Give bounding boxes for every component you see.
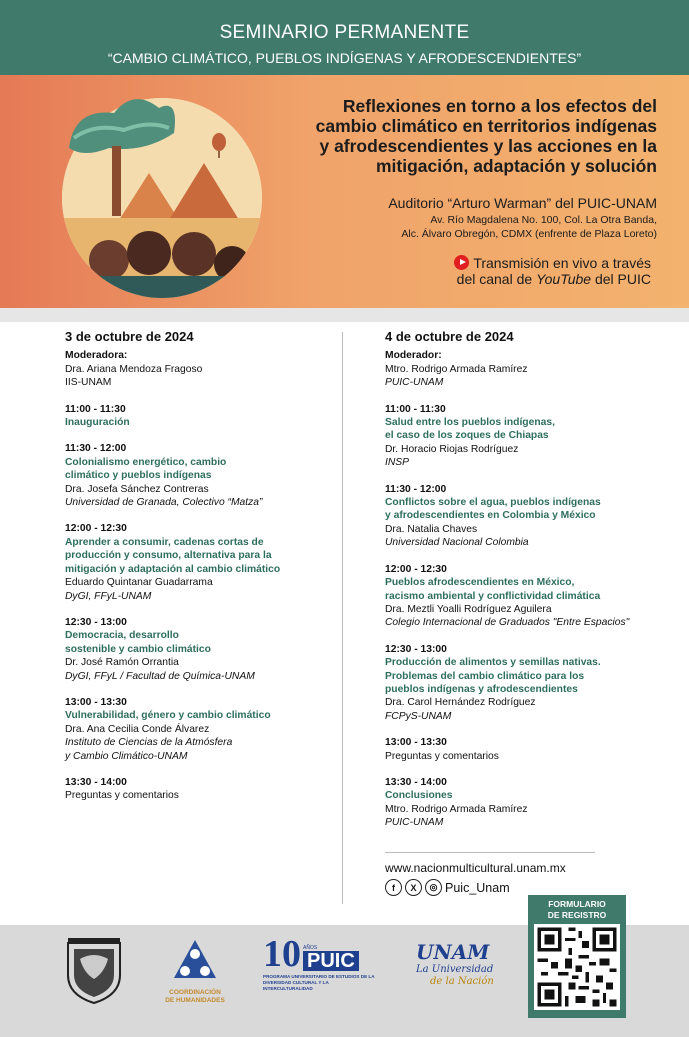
session-time: 12:30 - 13:00 xyxy=(385,643,447,655)
seminar-title: SEMINARIO PERMANENTE xyxy=(219,22,470,43)
session-institution: FCPyS-UNAM xyxy=(385,710,452,722)
stream-youtube-word: YouTube xyxy=(536,271,592,287)
coordinacion-humanidades-logo xyxy=(160,938,230,1004)
youtube-icon[interactable] xyxy=(454,255,469,270)
banner-headline xyxy=(277,96,657,176)
session-time: 13:00 - 13:30 xyxy=(65,696,127,708)
session-block xyxy=(65,616,327,683)
form-label xyxy=(528,899,626,921)
session-title: Aprender a consumir, cadenas cortas de producción y consumo, alternativa para la mitigación y adaptación al cambio climático xyxy=(65,536,281,575)
session-time: 12:30 - 13:00 xyxy=(65,616,127,628)
venue-address-line1: Av. Río Magdalena No. 100, Col. La Otra Banda, xyxy=(430,214,657,226)
session-speaker: Eduardo Quintanar Guadarrama xyxy=(65,577,213,589)
session-time: 13:00 - 13:30 xyxy=(385,737,447,749)
form-label-line1: FORMULARIO xyxy=(548,899,606,909)
humanidades-label: COORDINACIÓN DE HUMANIDADES xyxy=(165,989,225,1004)
session-institution: PUIC-UNAM xyxy=(385,817,444,829)
session-institution: Colegio Internacional de Graduados "Entre Espacios" xyxy=(385,617,630,629)
puic-name: PUIC xyxy=(303,951,359,971)
session-time: 11:30 - 12:00 xyxy=(385,483,447,495)
x-twitter-icon[interactable]: X xyxy=(405,879,422,896)
session-block xyxy=(65,442,327,509)
puic-anos: AÑOS xyxy=(303,945,318,951)
session-time: 11:30 - 12:00 xyxy=(65,443,127,455)
session-speaker: Dra. Josefa Sánchez Contreras xyxy=(65,483,209,495)
humanidades-emblem-icon xyxy=(172,938,218,984)
puic-ten: 10 xyxy=(263,933,301,975)
session-block xyxy=(65,696,327,763)
session-speaker: Mtro. Rodrigo Armada Ramírez xyxy=(385,803,528,815)
session-block xyxy=(65,522,327,602)
session-speaker: Dra. Natalia Chaves xyxy=(385,523,478,535)
session-institution: INSP xyxy=(385,457,410,469)
session-institution: DyGI, FFyL-UNAM xyxy=(65,590,152,602)
moderator-inst: PUIC-UNAM xyxy=(385,377,444,389)
venue-info xyxy=(327,195,657,241)
session-block xyxy=(385,643,647,723)
puic-description: PROGRAMA UNIVERSITARIO DE ESTUDIOS DE LA DIVERSIDAD CULTURAL Y LA INTERCULTURALIDAD xyxy=(263,974,375,991)
puic-logo xyxy=(263,933,378,992)
header-bar xyxy=(0,0,689,75)
session-block xyxy=(65,776,327,803)
day2-program xyxy=(385,330,647,830)
session-block xyxy=(385,776,647,830)
session-speaker: Dra. Ana Cecilia Conde Álvarez xyxy=(65,723,210,735)
seminar-subtitle: “CAMBIO CLIMÁTICO, PUEBLOS INDÍGENAS Y AFRODESCENDIENTES” xyxy=(107,50,582,66)
headline-line: cambio climático en territorios indígenas xyxy=(315,116,657,136)
session-institution: Instituto de Ciencias de la Atmósfera y Cambio Climático-UNAM xyxy=(65,737,233,762)
session-time: 13:30 - 14:00 xyxy=(65,776,127,788)
qr-code-icon[interactable] xyxy=(534,924,620,1010)
session-time: 12:00 - 12:30 xyxy=(385,563,447,575)
session-time: 11:00 - 11:30 xyxy=(65,403,126,415)
headline-line: mitigación, adaptación y solución xyxy=(375,156,657,176)
day1-program xyxy=(65,330,327,803)
day2-date: 4 de octubre de 2024 xyxy=(385,329,514,344)
moderator-inst: IIS-UNAM xyxy=(65,377,112,389)
session-speaker: Dra. Carol Hernández Rodríguez xyxy=(385,697,536,709)
social-links xyxy=(385,879,595,896)
column-divider xyxy=(342,332,343,904)
facebook-icon[interactable]: f xyxy=(385,879,402,896)
session-speaker: Dr. Horacio Riojas Rodríguez xyxy=(385,443,519,455)
session-block xyxy=(385,736,647,763)
website-link[interactable]: www.nacionmulticultural.unam.mx xyxy=(385,861,566,875)
headline-line: Reflexiones en torno a los efectos del xyxy=(342,96,657,116)
venue-address-line2: Alc. Álvaro Obregón, CDMX (enfrente de Plaza Loreto) xyxy=(401,228,657,240)
stream-line1: Transmisión en vivo a través xyxy=(473,255,651,271)
moderator-name: Mtro. Rodrigo Armada Ramírez xyxy=(385,363,528,375)
stream-line2-post: del PUIC xyxy=(591,271,651,287)
session-institution: Universidad Nacional Colombia xyxy=(385,537,529,549)
session-block xyxy=(65,403,327,430)
session-title: Democracia, desarrollo sostenible y cambio climático xyxy=(65,630,211,655)
session-time: 11:00 - 11:30 xyxy=(385,403,446,415)
session-title: Pueblos afrodescendientes en México, racismo ambiental y conflictividad climática xyxy=(385,577,601,602)
unam-wordmark: UNAM xyxy=(416,940,490,964)
venue-name: Auditorio “Arturo Warman” del PUIC-UNAM xyxy=(388,195,657,211)
session-title: Conclusiones xyxy=(385,790,453,802)
moderator-name: Dra. Ariana Mendoza Fragoso xyxy=(65,363,203,375)
separator-band xyxy=(0,308,689,322)
session-speaker: Dr. José Ramón Orrantia xyxy=(65,657,179,669)
illustration-image xyxy=(54,78,266,303)
social-handle: Puic_Unam xyxy=(445,880,510,895)
session-time: 12:00 - 12:30 xyxy=(65,523,127,535)
session-title: Salud entre los pueblos indígenas, el caso de los zoques de Chiapas xyxy=(385,417,555,442)
contact-block xyxy=(385,852,595,896)
form-label-line2: DE REGISTRO xyxy=(547,910,607,920)
session-institution: Universidad de Granada, Colectivo “Matza” xyxy=(65,497,263,509)
stream-line2-pre: del canal de xyxy=(456,271,537,287)
session-title: Producción de alimentos y semillas nativas. Problemas del cambio climático para los pueblos indígenas y afrodescendientes xyxy=(385,657,601,695)
session-title: Colonialismo energético, cambio climático y pueblos indígenas xyxy=(65,456,227,482)
session-time: 13:30 - 14:00 xyxy=(385,776,447,788)
instagram-icon[interactable]: ◎ xyxy=(425,879,442,896)
unam-slogan-line1: La Universidad xyxy=(416,964,494,975)
session-block xyxy=(385,483,647,550)
unam-nacion-logo xyxy=(416,940,496,988)
session-text: Preguntas y comentarios xyxy=(65,790,179,802)
session-text: Preguntas y comentarios xyxy=(385,750,499,762)
moderator-label: Moderador: xyxy=(385,350,442,362)
day1-date: 3 de octubre de 2024 xyxy=(65,329,194,344)
moderator-label: Moderadora: xyxy=(65,350,128,362)
session-block xyxy=(385,563,647,630)
unam-shield-logo xyxy=(64,935,124,1005)
headline-line: y afrodescendientes y las acciones en la xyxy=(319,136,657,156)
registration-form-box[interactable] xyxy=(528,895,626,1018)
session-title: Vulnerabilidad, género y cambio climático xyxy=(65,710,271,722)
session-speaker: Dra. Meztli Yoalli Rodríguez Aguilera xyxy=(385,603,552,615)
session-institution: DyGI, FFyL / Facultad de Química-UNAM xyxy=(65,670,255,682)
session-block xyxy=(385,403,647,470)
livestream-info[interactable] xyxy=(351,255,651,287)
session-title: Inauguración xyxy=(65,417,130,429)
unam-slogan-line2: de la Nación xyxy=(430,976,494,987)
session-title: Conflictos sobre el agua, pueblos indígenas y afrodescendientes en Colombia y México xyxy=(385,497,601,522)
